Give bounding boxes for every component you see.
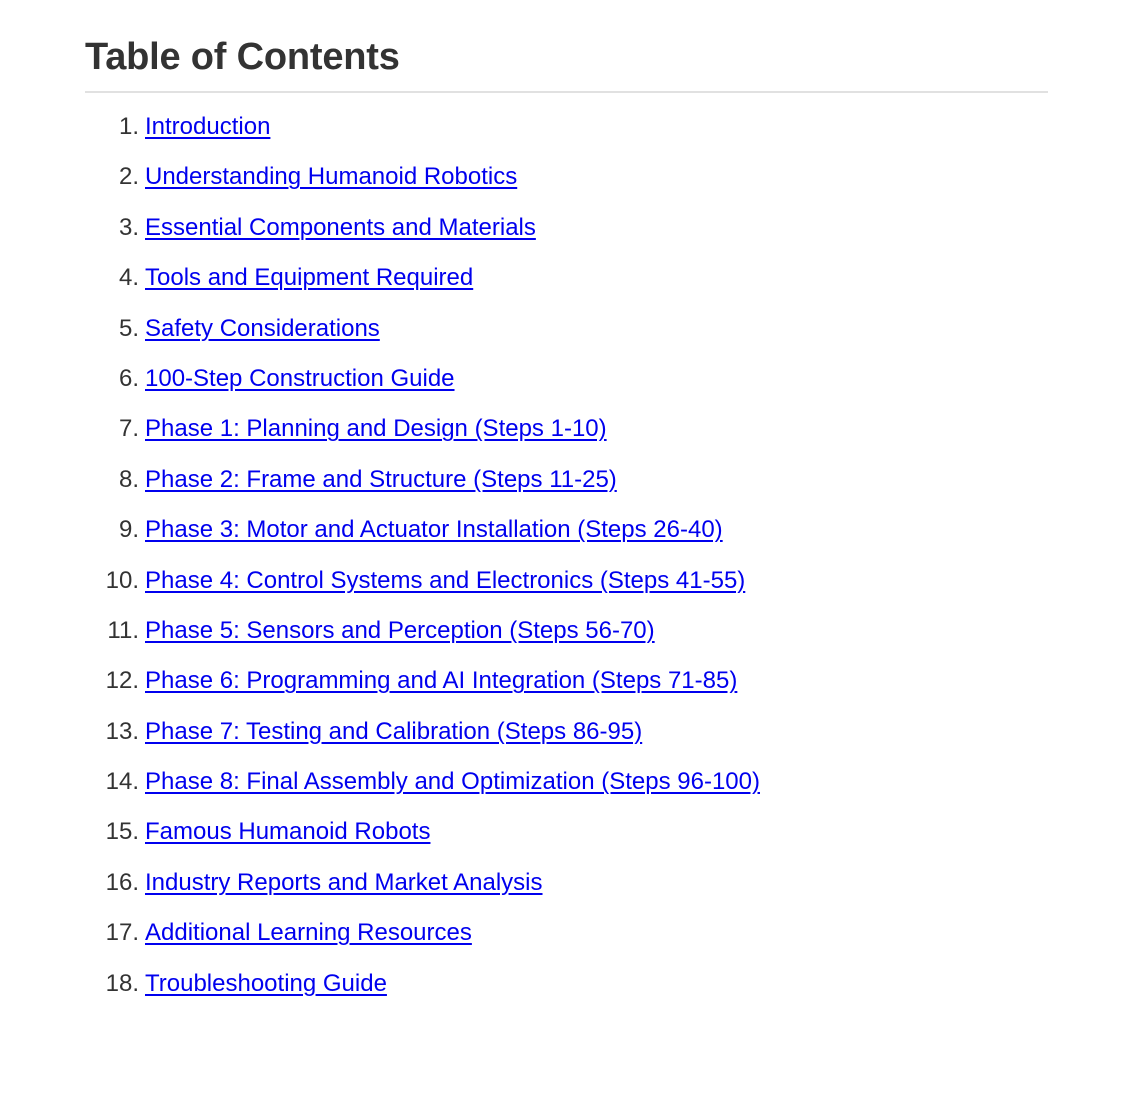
toc-item	[85, 666, 1048, 716]
toc-link[interactable]: Phase 1: Planning and Design (Steps 1-10)	[145, 415, 607, 443]
toc-item-number: 5.	[118, 314, 139, 342]
toc-item-number: 10.	[105, 566, 139, 594]
toc-link[interactable]: Phase 7: Testing and Calibration (Steps 86-95)	[145, 717, 643, 745]
toc-item-number: 11.	[107, 616, 139, 644]
toc-link[interactable]: Phase 5: Sensors and Perception (Steps 56-70)	[145, 616, 655, 644]
toc-item	[85, 566, 1048, 616]
toc-item	[85, 969, 1048, 1019]
toc-link[interactable]: Phase 2: Frame and Structure (Steps 11-25)	[145, 465, 617, 493]
title-divider	[85, 91, 1048, 93]
toc-link[interactable]: Understanding Humanoid Robotics	[145, 163, 518, 191]
toc-item	[85, 465, 1048, 515]
toc-link[interactable]: Tools and Equipment Required	[145, 264, 474, 292]
toc-item	[85, 767, 1048, 817]
toc-item	[85, 918, 1048, 968]
toc-item	[85, 616, 1048, 666]
toc-list	[85, 112, 1048, 1019]
toc-link[interactable]: 100-Step Construction Guide	[145, 364, 455, 392]
toc-section	[85, 0, 1048, 1019]
toc-item-number: 2.	[118, 163, 139, 191]
toc-link[interactable]: Phase 8: Final Assembly and Optimization (Steps 96-100)	[145, 768, 760, 796]
toc-item	[85, 213, 1048, 263]
toc-item-number: 14.	[105, 768, 139, 796]
toc-item-number: 1.	[118, 113, 139, 140]
toc-item-number: 4.	[118, 264, 139, 292]
toc-item-number: 7.	[118, 415, 139, 443]
toc-item	[85, 314, 1048, 364]
toc-link[interactable]: Phase 6: Programming and AI Integration (Steps 71-85)	[145, 667, 738, 695]
page-title: Table of Contents	[85, 36, 400, 78]
toc-item	[85, 162, 1048, 212]
toc-item-number: 15.	[105, 818, 139, 846]
toc-link[interactable]: Introduction	[145, 113, 271, 140]
toc-item	[85, 364, 1048, 414]
toc-item	[85, 515, 1048, 565]
toc-link[interactable]: Famous Humanoid Robots	[145, 818, 431, 846]
toc-link[interactable]: Phase 4: Control Systems and Electronics (Steps 41-55)	[145, 566, 746, 594]
toc-link[interactable]: Additional Learning Resources	[145, 919, 472, 947]
toc-item-number: 16.	[105, 868, 139, 896]
toc-item-number: 13.	[105, 717, 139, 745]
toc-item-number: 17.	[105, 919, 139, 947]
toc-link[interactable]: Safety Considerations	[145, 314, 380, 342]
toc-item	[85, 112, 1048, 162]
toc-item	[85, 817, 1048, 867]
toc-item	[85, 263, 1048, 313]
toc-item-number: 3.	[118, 213, 139, 241]
toc-item-number: 8.	[118, 465, 139, 493]
toc-item	[85, 414, 1048, 464]
toc-link[interactable]: Industry Reports and Market Analysis	[145, 868, 543, 896]
toc-item-number: 6.	[118, 364, 139, 392]
toc-item-number: 12.	[105, 667, 139, 695]
toc-item-number: 18.	[105, 969, 139, 997]
toc-item-number: 9.	[118, 516, 139, 544]
toc-item	[85, 717, 1048, 767]
toc-link[interactable]: Essential Components and Materials	[145, 213, 536, 241]
toc-item	[85, 868, 1048, 918]
toc-link[interactable]: Phase 3: Motor and Actuator Installation (Steps 26-40)	[145, 516, 723, 544]
toc-link[interactable]: Troubleshooting Guide	[145, 969, 387, 997]
